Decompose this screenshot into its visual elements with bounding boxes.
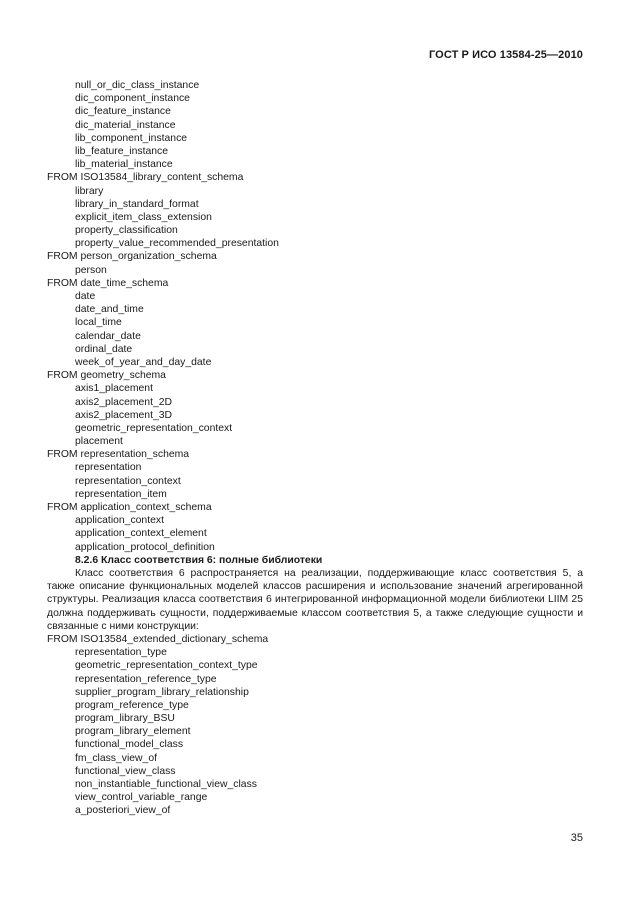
entity-item: representation_context [75,475,181,487]
entity-item: application_context [75,515,164,527]
document-header: ГОСТ Р ИСО 13584-25—2010 [428,49,583,61]
document-body [47,79,583,818]
entity-item: date_and_time [75,304,144,316]
from-schema-line: FROM date_time_schema [47,277,169,289]
entity-item: functional_model_class [75,739,184,751]
entity-item: functional_view_class [75,765,176,777]
from-schema-line: FROM person_organization_schema [47,251,217,263]
from-schema-line: FROM ISO13584_library_content_schema [47,172,244,184]
entity-item: representation_reference_type [75,673,217,685]
from-schema-line: FROM representation_schema [47,449,190,461]
entity-item: week_of_year_and_day_date [75,356,212,368]
entity-item: dic_material_instance [75,119,176,131]
entity-item: axis1_placement [75,383,153,395]
entity-item: program_reference_type [75,699,189,711]
entity-item: date [75,291,96,302]
entity-item: geometric_representation_context [75,422,233,434]
entity-item: dic_component_instance [75,93,190,105]
from-schema-line: FROM ISO13584_extended_dictionary_schema [47,633,269,645]
entity-item: application_context_element [75,528,207,540]
entity-item: program_library_element [75,726,191,738]
entity-item: lib_material_instance [75,159,173,171]
entity-item: lib_feature_instance [75,145,169,157]
entity-item: calendar_date [75,330,141,342]
entity-item: non_instantiable_functional_view_class [75,779,257,791]
entity-item: dic_feature_instance [75,106,171,118]
entity-item: explicit_item_class_extension [75,211,212,223]
entity-item: lib_component_instance [75,132,188,144]
entity-item: representation_type [75,647,167,659]
entity-item: a_posteriori_view_of [75,805,171,817]
entity-item: null_or_dic_class_instance [75,80,200,91]
entity-item: fm_class_view_of [75,752,158,764]
entity-item: axis2_placement_3D [75,409,173,421]
entity-item: supplier_program_library_relationship [75,686,249,698]
entity-item: ordinal_date [75,343,133,355]
entity-item: view_control_variable_range [75,792,208,804]
entity-item: geometric_representation_context_type [75,660,258,672]
entity-item: application_protocol_definition [75,541,215,553]
section-heading: 8.2.6 Класс соответствия 6: полные библиотеки [75,554,323,566]
entity-item: placement [75,436,123,448]
entity-item: program_library_BSU [75,713,175,725]
from-schema-line: FROM application_context_schema [47,502,212,513]
from-schema-line: FROM geometry_schema [47,370,166,382]
page-number: 35 [570,832,583,844]
entity-item: representation [75,462,142,474]
entity-item: local_time [75,317,122,329]
entity-item: property_classification [75,225,178,237]
entity-item: library_in_standard_format [75,198,199,210]
entity-item: person [75,264,107,276]
entity-item: representation_item [75,488,167,500]
paragraph: Класс соответствия 6 распространяется на реализации, поддерживающие класс соответствия 5, а также описание функциональных моделей классов расширения и использование значений агрегированной структуры. Реализация класса соответствия 6 интегрированной информационной модели библиотеки LIIM 25 должна поддерживать сущности, поддерживаемые классом соответствия 5, а также следующие сущности и связанные с ними конструкции: [47,567,583,632]
entity-item: axis2_placement_2D [75,396,173,408]
entity-item: library [75,185,104,197]
entity-item: property_value_recommended_presentation [75,238,279,250]
